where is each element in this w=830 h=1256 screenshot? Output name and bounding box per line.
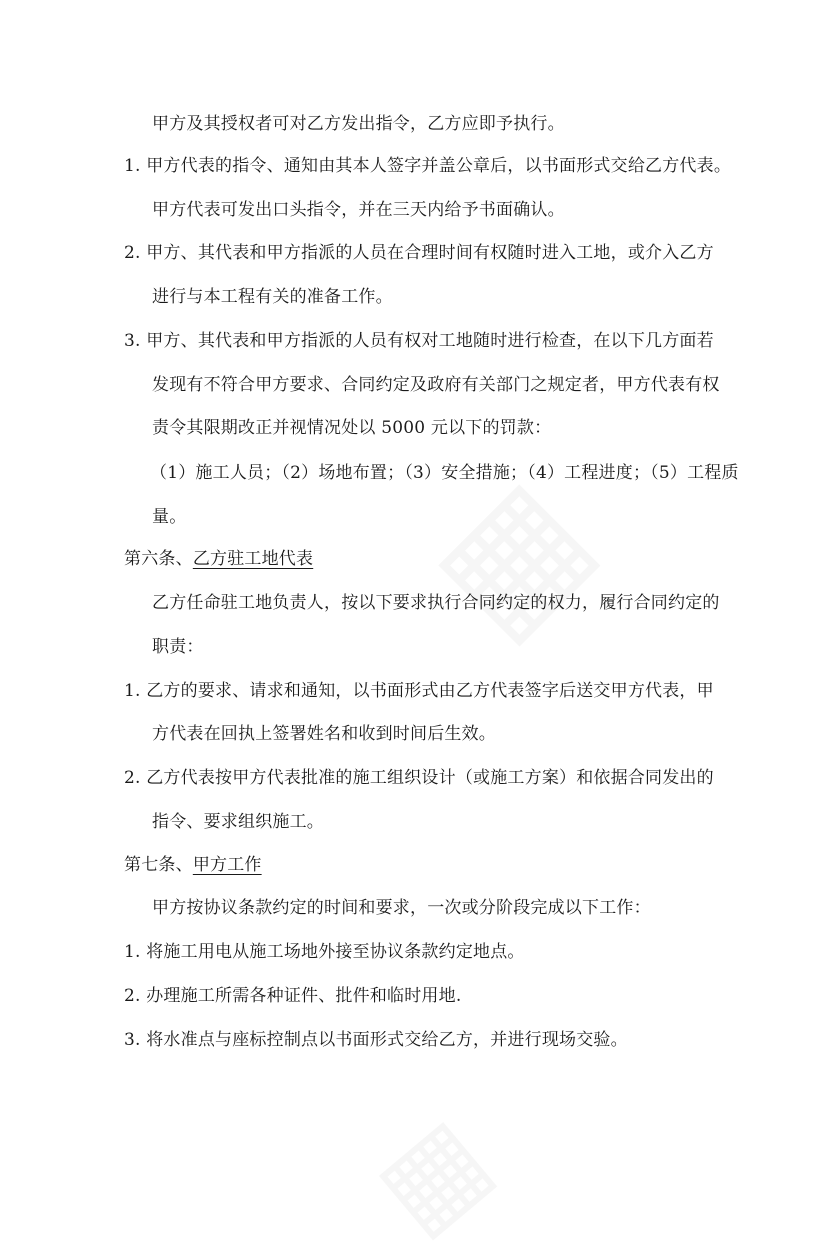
list-item-3: 3. 甲方、其代表和甲方指派的人员有权对工地随时进行检查，在以下几方面若: [124, 331, 714, 351]
article-6-number: 第六条、: [124, 549, 193, 569]
list-item-3: 3. 将水准点与座标控制点以书面形式交给乙方，并进行现场交验。: [124, 1030, 628, 1050]
paragraph-line: 甲方及其授权者可对乙方发出指令，乙方应即予执行。: [152, 114, 565, 134]
paragraph-line: 职责：: [152, 637, 204, 657]
list-item-1: 1. 甲方代表的指令、通知由其本人签字并盖公章后，以书面形式交给乙方代表。: [124, 156, 732, 176]
paragraph-line: 量。: [152, 507, 187, 527]
article-7-heading: [124, 854, 262, 876]
article-6-title: 乙方驻工地代表: [192, 549, 314, 569]
list-item-2: 2. 办理施工所需各种证件、批件和临时用地.: [124, 986, 462, 1006]
paragraph-line: 方代表在回执上签署姓名和收到时间后生效。: [152, 724, 496, 744]
list-item-1: 1. 乙方的要求、请求和通知，以书面形式由乙方代表签字后送交甲方代表，甲: [124, 681, 714, 701]
paragraph-line: 甲方按协议条款约定的时间和要求，一次或分阶段完成以下工作：: [152, 898, 651, 918]
article-7-number: 第七条、: [124, 855, 193, 875]
paragraph-line: （1）施工人员；（2）场地布置；（3）安全措施；（4）工程进度；（5）工程质: [150, 463, 739, 483]
paragraph-line: 责令其限期改正并视情况处以 5000 元以下的罚款：: [152, 418, 552, 438]
article-6-heading: [124, 548, 313, 570]
list-item-2: 2. 乙方代表按甲方代表批准的施工组织设计（或施工方案）和依据合同发出的: [124, 768, 714, 788]
paragraph-line: 乙方任命驻工地负责人，按以下要求执行合同约定的权力，履行合同约定的: [152, 593, 720, 613]
paragraph-line: 指令、要求组织施工。: [152, 812, 324, 832]
paragraph-line: 甲方代表可发出口头指令，并在三天内给予书面确认。: [152, 200, 565, 220]
paragraph-line: 进行与本工程有关的准备工作。: [152, 287, 393, 307]
article-7-title: 甲方工作: [192, 855, 262, 875]
list-item-2: 2. 甲方、其代表和甲方指派的人员在合理时间有权随时进入工地，或介入乙方: [124, 243, 714, 263]
list-item-1: 1. 将施工用电从施工场地外接至协议条款约定地点。: [124, 942, 525, 962]
paragraph-line: 发现有不符合甲方要求、合同约定及政府有关部门之规定者，甲方代表有权: [152, 375, 720, 395]
